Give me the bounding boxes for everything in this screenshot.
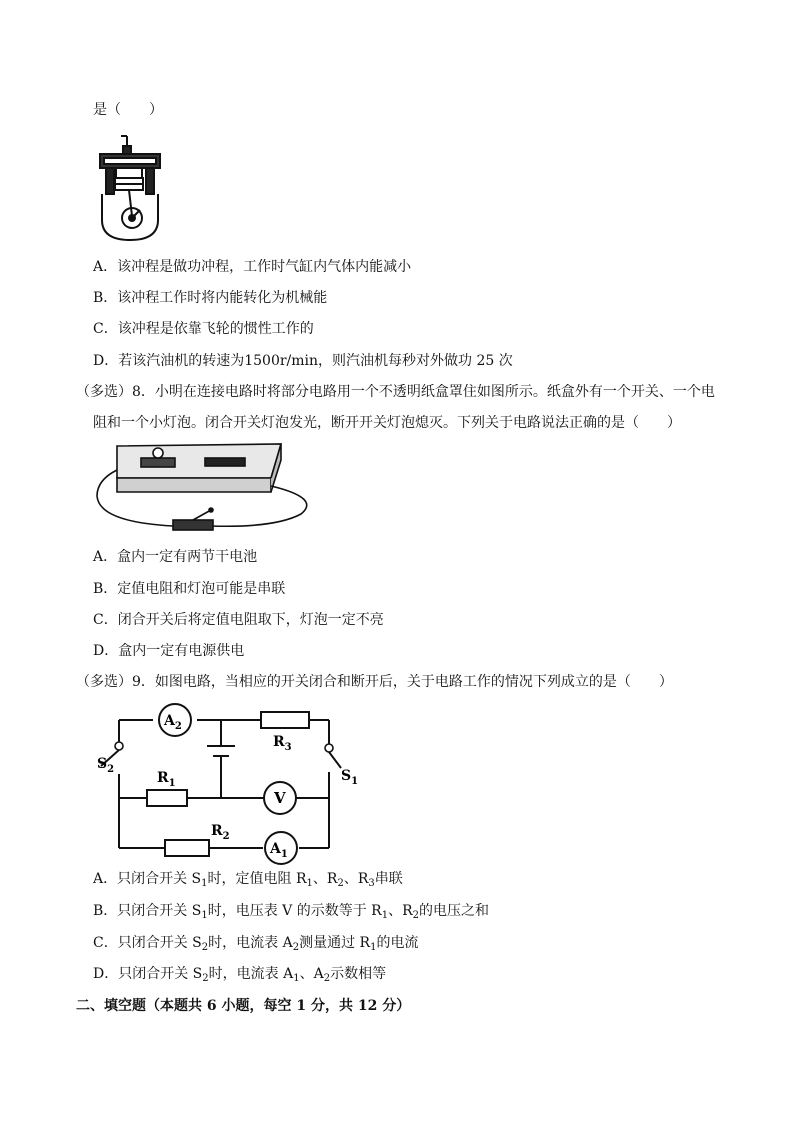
label-a2: $A_2$ [164, 713, 182, 732]
q8-stem-line2: 阻和一个小灯泡。闭合开关灯泡发光，断开开关灯泡熄灭。下列关于电路说法正确的是（ ） [93, 415, 681, 431]
q8-option-d: D．盒内一定有电源供电 [93, 643, 245, 659]
label-r3: $R_3$ [273, 734, 292, 753]
section-2-heading: 二、填空题（本题共 6 小题，每空 1 分，共 12 分） [76, 998, 411, 1014]
circuit-diagram [95, 702, 359, 862]
q8-option-a: A．盒内一定有两节干电池 [93, 549, 258, 565]
label-r1: $R_1$ [157, 770, 176, 789]
q7-option-b: B．该冲程工作时将内能转化为机械能 [93, 290, 328, 306]
q8-stem-line1: （多选）8．小明在连接电路时将部分电路用一个不透明纸盒罩住如图所示。纸盒外有一个开关、一个电 [76, 384, 715, 400]
q8-option-c: C．闭合开关后将定值电阻取下，灯泡一定不亮 [93, 612, 384, 628]
resistor-r3 [261, 712, 309, 728]
label-r2: $R_2$ [211, 823, 230, 842]
q7-option-c: C．该冲程是依靠飞轮的惯性工作的 [93, 321, 314, 337]
resistor-r2 [165, 840, 209, 856]
q8-option-b: B．定值电阻和灯泡可能是串联 [93, 581, 286, 597]
q7-option-d: D．若该汽油机的转速为1500r/min，则汽油机每秒对外做功 25 次 [93, 353, 513, 369]
label-s1: $S_1$ [341, 768, 359, 787]
q9-option-b: B．只闭合开关 $S_1$时，电压表 V 的示数等于 $R_1$、$R_2$的电压之和 [93, 903, 490, 921]
engine-figure [96, 132, 176, 242]
q7-stem-tail: 是（ ） [93, 102, 163, 118]
label-a1: $A_1$ [270, 841, 288, 860]
box-figure [95, 440, 325, 540]
resistor-r1 [147, 790, 187, 806]
q9-stem: （多选）9．如图电路，当相应的开关闭合和断开后，关于电路工作的情况下列成立的是（ ） [76, 674, 673, 690]
q9-option-c: C．只闭合开关 $S_2$时，电流表 $A_2$测量通过 $R_1$的电流 [93, 935, 419, 953]
q7-option-a: A．该冲程是做功冲程，工作时气缸内气体内能减小 [93, 259, 412, 275]
q9-option-d: D．只闭合开关 $S_2$时，电流表 $A_1$、$A_2$示数相等 [93, 966, 387, 984]
q9-option-a: A．只闭合开关 $S_1$时，定值电阻 $R_1$、$R_2$、$R_3$串联 [93, 871, 403, 889]
label-s2: $S_2$ [97, 756, 115, 775]
label-v: V [274, 789, 286, 807]
